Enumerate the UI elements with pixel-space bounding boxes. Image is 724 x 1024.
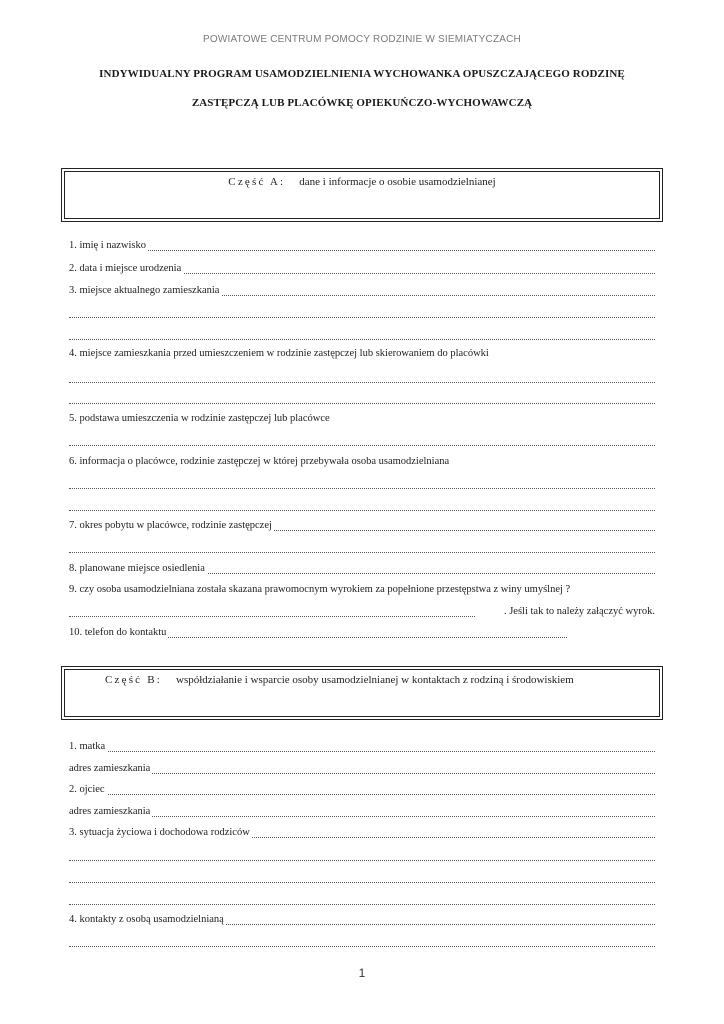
field-current-address[interactable] (69, 283, 655, 299)
field-parents-situation[interactable] (69, 825, 655, 841)
conviction-note: . Jeśli tak to należy załączyć wyrok. (500, 604, 655, 620)
section-a-label: Część A: (228, 176, 286, 188)
field-stay-period-cont[interactable] (69, 540, 655, 556)
field-contacts[interactable] (69, 912, 655, 928)
field-label: 1. imię i nazwisko (69, 240, 146, 251)
field-stay-period[interactable] (69, 518, 655, 534)
field-previous-address-cont[interactable] (69, 391, 655, 407)
section-b-heading (105, 674, 574, 686)
field-facility-info (69, 454, 655, 470)
field-label: 4. kontakty z osobą usamodzielnianą (69, 914, 224, 925)
document-title-line-1: INDYWIDUALNY PROGRAM USAMODZIELNIENIA WYCHOWANKA OPUSZCZAJĄCEGO RODZINĘ (99, 68, 625, 80)
field-previous-address-cont[interactable] (69, 370, 655, 386)
page-header: POWIATOWE CENTRUM POMOCY RODZINIE W SIEMIATYCZACH (203, 34, 521, 45)
field-label: 5. podstawa umieszczenia w rodzinie zastępczej lub placówce (69, 413, 330, 424)
field-facility-info-cont[interactable] (69, 498, 655, 514)
field-label: 4. miejsce zamieszkania przed umieszczeniem w rodzinie zastępczej lub skierowaniem do placówki (69, 348, 489, 359)
field-facility-info-cont[interactable] (69, 476, 655, 492)
field-placement-basis-cont[interactable] (69, 433, 655, 449)
field-placement-basis (69, 411, 655, 427)
field-contacts-cont[interactable] (69, 934, 655, 950)
field-parents-situation-cont[interactable] (69, 892, 655, 908)
field-planned-settlement[interactable] (69, 561, 655, 577)
field-conviction-answer[interactable] (69, 604, 655, 620)
field-conviction (69, 582, 655, 598)
field-name[interactable] (69, 238, 655, 254)
field-label: adres zamieszkania (69, 806, 151, 817)
field-birth[interactable] (69, 261, 655, 277)
field-parents-situation-cont[interactable] (69, 848, 655, 864)
section-a-box (64, 171, 660, 219)
section-b-label: Część B: (105, 674, 163, 686)
field-mother-address[interactable] (69, 761, 655, 777)
field-parents-situation-cont[interactable] (69, 870, 655, 886)
field-previous-address (69, 346, 655, 362)
field-label: 3. miejsce aktualnego zamieszkania (69, 285, 220, 296)
field-phone[interactable] (69, 625, 567, 641)
field-label: 3. sytuacja życiowa i dochodowa rodziców (69, 827, 250, 838)
field-label: 9. czy osoba usamodzielniana została skazana prawomocnym wyrokiem za popełnione przestępstwa z winy umyślnej ? (69, 584, 571, 595)
field-label: 2. data i miejsce urodzenia (69, 263, 182, 274)
document-title-line-2: ZASTĘPCZĄ LUB PLACÓWKĘ OPIEKUŃCZO-WYCHOWAWCZĄ (191, 97, 533, 109)
field-label: adres zamieszkania (69, 763, 151, 774)
field-father[interactable] (69, 782, 655, 798)
field-current-address-cont[interactable] (69, 327, 655, 343)
field-current-address-cont[interactable] (69, 305, 655, 321)
field-label: 2. ojciec (69, 784, 105, 795)
section-a-heading (65, 176, 659, 188)
field-label: 6. informacja o placówce, rodzinie zastępczej w której przebywała osoba usamodzielniana (69, 456, 450, 467)
section-b-title: współdziałanie i wsparcie osoby usamodzielnianej w kontaktach z rodziną i środowiskiem (176, 674, 574, 686)
field-label: 8. planowane miejsce osiedlenia (69, 563, 205, 574)
field-label: 1. matka (69, 741, 106, 752)
field-mother[interactable] (69, 739, 655, 755)
field-father-address[interactable] (69, 804, 655, 820)
page-number: 1 (358, 966, 366, 980)
field-label: 10. telefon do kontaktu (69, 627, 167, 638)
section-a-title: dane i informacje o osobie usamodzielnianej (299, 176, 496, 188)
section-b-box (64, 669, 660, 717)
field-label: 7. okres pobytu w placówce, rodzinie zastępczej (69, 520, 272, 531)
